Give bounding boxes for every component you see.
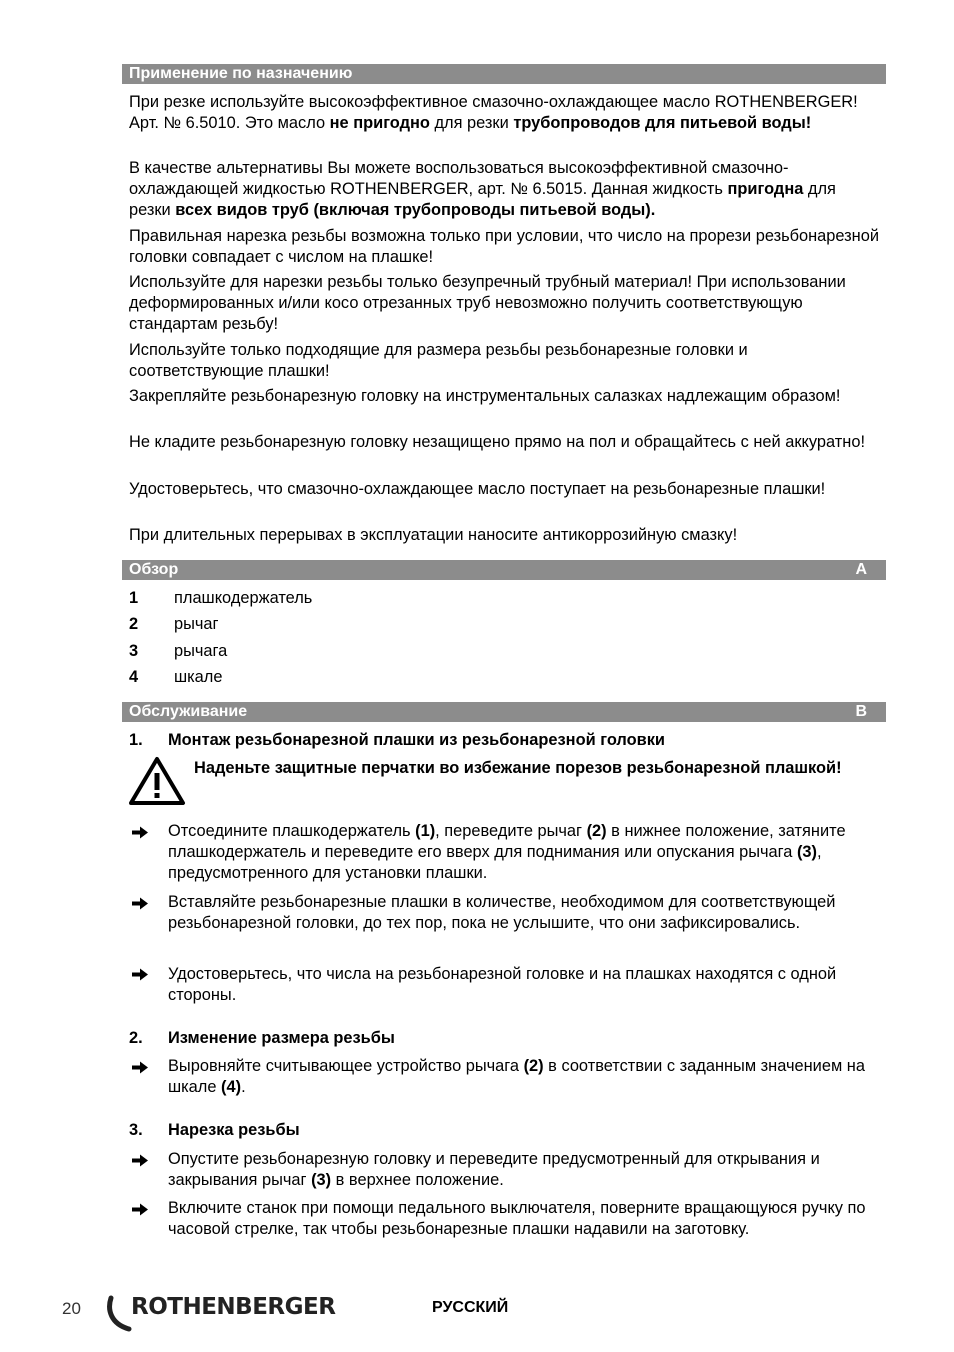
- arrow-right-icon: [130, 893, 150, 914]
- instruction-text: Выровняйте считывающее устройство рычага (2) в соответствии с заданным значением на шкале (4).: [168, 1057, 865, 1096]
- manual-page: Применение по назначению При резке используйте высокоэффективное смазочно-охлаждающее масло ROTHENBERGER! Арт. № 6.5010. Это масло не пригодно для резки трубопроводов для питьевой воды! В качестве альтернативы Вы можете воспользоваться высокоэффективной смазочно-охлаждающей жидкостью ROTHENBERGER, арт. № 6.5015. Данная жидкость пригодна для резки всех видов труб (включая трубопроводы питьевой воды). Правильная нарезка резьбы возможна только при условии, что число на прорези резьбонарезной головки совпадает с числом на плашке! Используйте для нарезки резьбы только безупречный трубный материал! При использовании деформированных и/или косо отрезанных труб невозможно получить соответствующую стандартам резьбу! Используйте только подходящие для размера резьбы резьбонарезные головки и соответствующие плашки! Закрепляйте резьбонарезную головку на инструментальных салазках надлежащим образом! Не кладите резьбонарезную головку незащищено прямо на пол и обращайтесь с ней аккуратно! Удостоверьтесь, что смазочно-охлаждающее масло поступает на резьбонарезные плашки! При длительных перерывах в эксплуатации наносите антикоррозийную смазку! Обзор A 1 плашкодержатель 2 рычаг 3 рычага 4 шкале Обслуживание B 1. Монтаж резьбонарезной плашки из резьбонарезной головки Наденьте защитные перчатки во избежание порезов резьбонарезной плашкой! Отсоедините плашкодержатель (1), переведите рычаг (2) в нижнее положение, затяните плашкодержатель и переведите его вверх для поднимания или опускания рычага (3), предусмотренного для установки плашки. Вставляйте резьбонарезные плашки в количестве, необходимом для соответствующей резьбонарезной головки, до тех пор, пока не услышите, что они зафиксировались. Удостоверьтесь, что числа на резьбонарезной головке и на плашках находятся с одной стороны. 2. Изменение размера резьбы Выровняйте считывающее устройство рычага (2) в соответствии с заданным значением на шкале (4). 3. Нарезка резьбы Опустите резьбонарезную головку и переведите предусмотренный для открывания и закрывания рычаг (3) в верхнее положение. Включите станок при помощи педального выключателя, поверните вращающуюся ручку по часовой стрелке, так чтобы резьбонарезные плашки надавили на заготовку. 20 ROTHENBERGER РУССКИЙ: [0, 0, 954, 1352]
- usage-paragraph-7: Не кладите резьбонарезную головку незащищено прямо на пол и обращайтесь с ней аккуратно!: [129, 433, 865, 451]
- section-header-overview: [122, 560, 886, 580]
- section-header-service: [122, 702, 886, 722]
- language-label: РУССКИЙ: [432, 1299, 509, 1316]
- usage-paragraph-6: Закрепляйте резьбонарезную головку на инструментальных салазках надлежащим образом!: [129, 387, 841, 405]
- usage-paragraph-2: В качестве альтернативы Вы можете воспользоваться высокоэффективной смазочно-охлаждающей жидкостью ROTHENBERGER, арт. № 6.5015. Данная жидкость пригодна для резки всех видов труб (включая трубопроводы питьевой воды).: [129, 159, 836, 219]
- arrow-right-icon: [130, 822, 150, 843]
- page-number: 20: [62, 1299, 81, 1318]
- warning-text: Наденьте защитные перчатки во избежание порезов резьбонарезной плашкой!: [194, 759, 842, 777]
- usage-paragraph-9: При длительных перерывах в эксплуатации наносите антикоррозийную смазку!: [129, 526, 738, 544]
- arrow-right-icon: [130, 1199, 150, 1220]
- warning-triangle-icon: [128, 756, 186, 806]
- arrow-right-icon: [130, 1057, 150, 1078]
- usage-paragraph-5: Используйте только подходящие для размера резьбы резьбонарезные головки и соответствующие плашки!: [129, 341, 748, 380]
- logo-text: ROTHENBERGER: [131, 1294, 336, 1320]
- section-title: Применение по назначению: [129, 65, 353, 82]
- arrow-right-icon: [130, 964, 150, 985]
- arrow-right-icon: [130, 1150, 150, 1171]
- instruction-text: Включите станок при помощи педального выключателя, поверните вращающуюся ручку по часовой стрелке, так чтобы резьбонарезные плашки надавили на заготовку.: [168, 1199, 866, 1238]
- usage-paragraph-8: Удостоверьтесь, что смазочно-охлаждающее масло поступает на резьбонарезные плашки!: [129, 480, 826, 498]
- section-header-usage: [122, 64, 886, 84]
- section-ref: B: [855, 703, 867, 720]
- section-title: Обслуживание: [129, 703, 248, 720]
- instruction-text: Отсоедините плашкодержатель (1), переведите рычаг (2) в нижнее положение, затяните плашкодержатель и переведите его вверх для поднимания или опускания рычага (3), предусмотренного для установки плашки.: [168, 822, 846, 882]
- instruction-text: Вставляйте резьбонарезные плашки в количестве, необходимом для соответствующей резьбонарезной головки, до тех пор, пока не услышите, что они зафиксировались.: [168, 893, 836, 932]
- instruction-text: Опустите резьбонарезную головку и переведите предусмотренный для открывания и закрывания рычаг (3) в верхнее положение.: [168, 1150, 820, 1189]
- usage-paragraph-3: Правильная нарезка резьбы возможна только при условии, что число на прорези резьбонарезной головки совпадает с числом на плашке!: [129, 227, 880, 266]
- usage-paragraph-1: При резке используйте высокоэффективное смазочно-охлаждающее масло ROTHENBERGER! Арт. № 6.5010. Это масло не пригодно для резки трубопроводов для питьевой воды!: [129, 93, 858, 132]
- section-ref: A: [855, 561, 867, 578]
- instruction-text: Удостоверьтесь, что числа на резьбонарезной головке и на плашках находятся с одной стороны.: [168, 965, 837, 1004]
- section-title: Обзор: [129, 561, 179, 578]
- usage-paragraph-4: Используйте для нарезки резьбы только безупречный трубный материал! При использовании деформированных и/или косо отрезанных труб невозможно получить соответствующую стандартам резьбу!: [129, 273, 846, 333]
